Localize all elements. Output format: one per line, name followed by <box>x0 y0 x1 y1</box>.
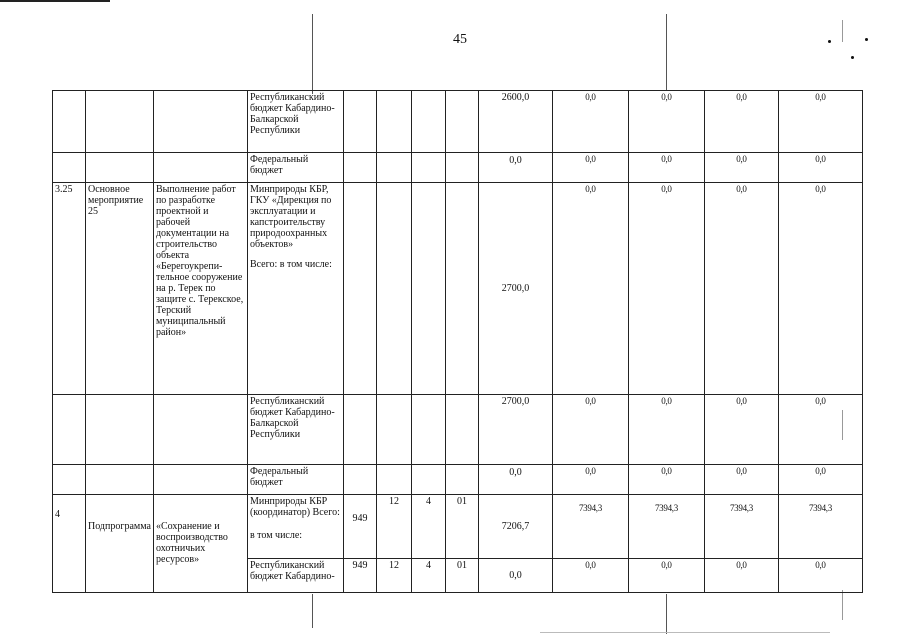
csr-code: 01 <box>445 559 478 593</box>
rz-code <box>376 183 411 395</box>
year-value: 7394,3 <box>552 495 628 559</box>
table-row <box>53 495 863 559</box>
rz-code <box>376 395 411 465</box>
row-type <box>86 91 154 153</box>
funding-source <box>247 495 343 559</box>
year-value: 0,0 <box>552 153 628 183</box>
rz-code <box>376 91 411 153</box>
year-value: 0,0 <box>704 153 778 183</box>
funding-source-total: Всего: в том числе: <box>249 259 332 270</box>
rz-code: 12 <box>376 559 411 593</box>
table-row <box>53 395 863 465</box>
table-row <box>53 153 863 183</box>
grbs-code <box>343 465 376 495</box>
rz-code <box>376 465 411 495</box>
funding-source: Республиканский бюджет Кабардино- <box>247 559 343 593</box>
scan-dot <box>828 40 831 43</box>
total-value: 0,0 <box>478 153 552 183</box>
year-value: 0,0 <box>778 153 862 183</box>
grbs-code <box>343 91 376 153</box>
grbs-code: 949 <box>343 495 376 559</box>
row-name: Выполнение работ по разработке проектной и рабочей документации на строительство объекта «Берегоукрепи-тельное сооружение на р. Терек по защите с. Терекское, Терский муниципальный район» <box>153 183 247 395</box>
row-number <box>53 395 86 465</box>
year-value: 0,0 <box>778 465 862 495</box>
pr-code <box>411 183 445 395</box>
row-type <box>86 395 154 465</box>
year-value: 0,0 <box>628 465 704 495</box>
grbs-code <box>343 153 376 183</box>
csr-code <box>445 465 478 495</box>
total-value: 2600,0 <box>478 91 552 153</box>
year-value: 0,0 <box>778 183 862 395</box>
csr-code <box>445 395 478 465</box>
fold-line-left-bottom <box>312 594 313 628</box>
total-value: 2700,0 <box>478 183 552 395</box>
funding-source-name: Минприроды КБР (координатор) Всего: <box>249 496 340 518</box>
page-number: 45 <box>453 32 467 47</box>
total-value: 2700,0 <box>478 395 552 465</box>
row-name <box>153 465 247 495</box>
pr-code: 4 <box>411 495 445 559</box>
year-value: 0,0 <box>628 559 704 593</box>
row-type <box>86 153 154 183</box>
table-row <box>53 91 863 153</box>
table-row <box>53 465 863 495</box>
year-value: 7394,3 <box>704 495 778 559</box>
year-value: 0,0 <box>552 559 628 593</box>
csr-code: 01 <box>445 495 478 559</box>
year-value: 0,0 <box>778 559 862 593</box>
funding-source: Республиканский бюджет Кабардино-Балкарской Республики <box>247 91 343 153</box>
year-value: 0,0 <box>704 183 778 395</box>
pr-code <box>411 395 445 465</box>
funding-source-total: в том числе: <box>249 530 303 541</box>
pr-code <box>411 465 445 495</box>
row-number <box>53 91 86 153</box>
year-value: 0,0 <box>552 395 628 465</box>
year-value: 0,0 <box>704 465 778 495</box>
pr-code <box>411 153 445 183</box>
funding-source <box>247 183 343 395</box>
grbs-code <box>343 183 376 395</box>
year-value: 0,0 <box>552 465 628 495</box>
row-number <box>53 153 86 183</box>
year-value: 0,0 <box>704 91 778 153</box>
row-name <box>153 395 247 465</box>
row-number <box>53 465 86 495</box>
total-value: 7206,7 <box>478 495 552 559</box>
csr-code <box>445 183 478 395</box>
grbs-code: 949 <box>343 559 376 593</box>
row-number: 4 <box>53 495 86 593</box>
funding-source: Федеральный бюджет <box>247 465 343 495</box>
scan-edge-mark <box>0 0 110 2</box>
pr-code: 4 <box>411 559 445 593</box>
row-name <box>153 153 247 183</box>
scan-bottom-line <box>540 632 830 633</box>
rz-code: 12 <box>376 495 411 559</box>
year-value: 0,0 <box>778 91 862 153</box>
row-type: Подпрограмма <box>86 495 154 593</box>
year-value: 0,0 <box>628 395 704 465</box>
total-value: 0,0 <box>478 465 552 495</box>
scan-dash <box>842 20 843 42</box>
year-value: 0,0 <box>552 183 628 395</box>
row-number: 3.25 <box>53 183 86 395</box>
grbs-code <box>343 395 376 465</box>
year-value: 0,0 <box>628 91 704 153</box>
csr-code <box>445 153 478 183</box>
year-value: 0,0 <box>704 395 778 465</box>
budget-table <box>52 90 863 593</box>
year-value: 0,0 <box>778 395 862 465</box>
rz-code <box>376 153 411 183</box>
fold-line-right-bottom <box>666 594 667 634</box>
fold-line-left <box>312 14 313 94</box>
row-name: «Сохранение и воспроизводство охотничьих ресурсов» <box>153 495 247 593</box>
year-value: 0,0 <box>628 183 704 395</box>
year-value: 0,0 <box>628 153 704 183</box>
fold-line-right <box>666 14 667 90</box>
row-name <box>153 91 247 153</box>
year-value: 0,0 <box>704 559 778 593</box>
csr-code <box>445 91 478 153</box>
year-value: 0,0 <box>552 91 628 153</box>
pr-code <box>411 91 445 153</box>
year-value: 7394,3 <box>778 495 862 559</box>
row-type: Основное мероприятие 25 <box>86 183 154 395</box>
scan-dash <box>842 590 843 620</box>
row-type <box>86 465 154 495</box>
total-value: 0,0 <box>478 559 552 593</box>
funding-source: Федеральный бюджет <box>247 153 343 183</box>
funding-source: Республиканский бюджет Кабардино-Балкарской Республики <box>247 395 343 465</box>
scan-dot <box>851 56 854 59</box>
year-value: 7394,3 <box>628 495 704 559</box>
table-row <box>53 183 863 395</box>
funding-source-name: Минприроды КБР, ГКУ «Дирекция по эксплуатации и капстроительству природоохранных объектов» <box>249 184 332 250</box>
scan-dot <box>865 38 868 41</box>
